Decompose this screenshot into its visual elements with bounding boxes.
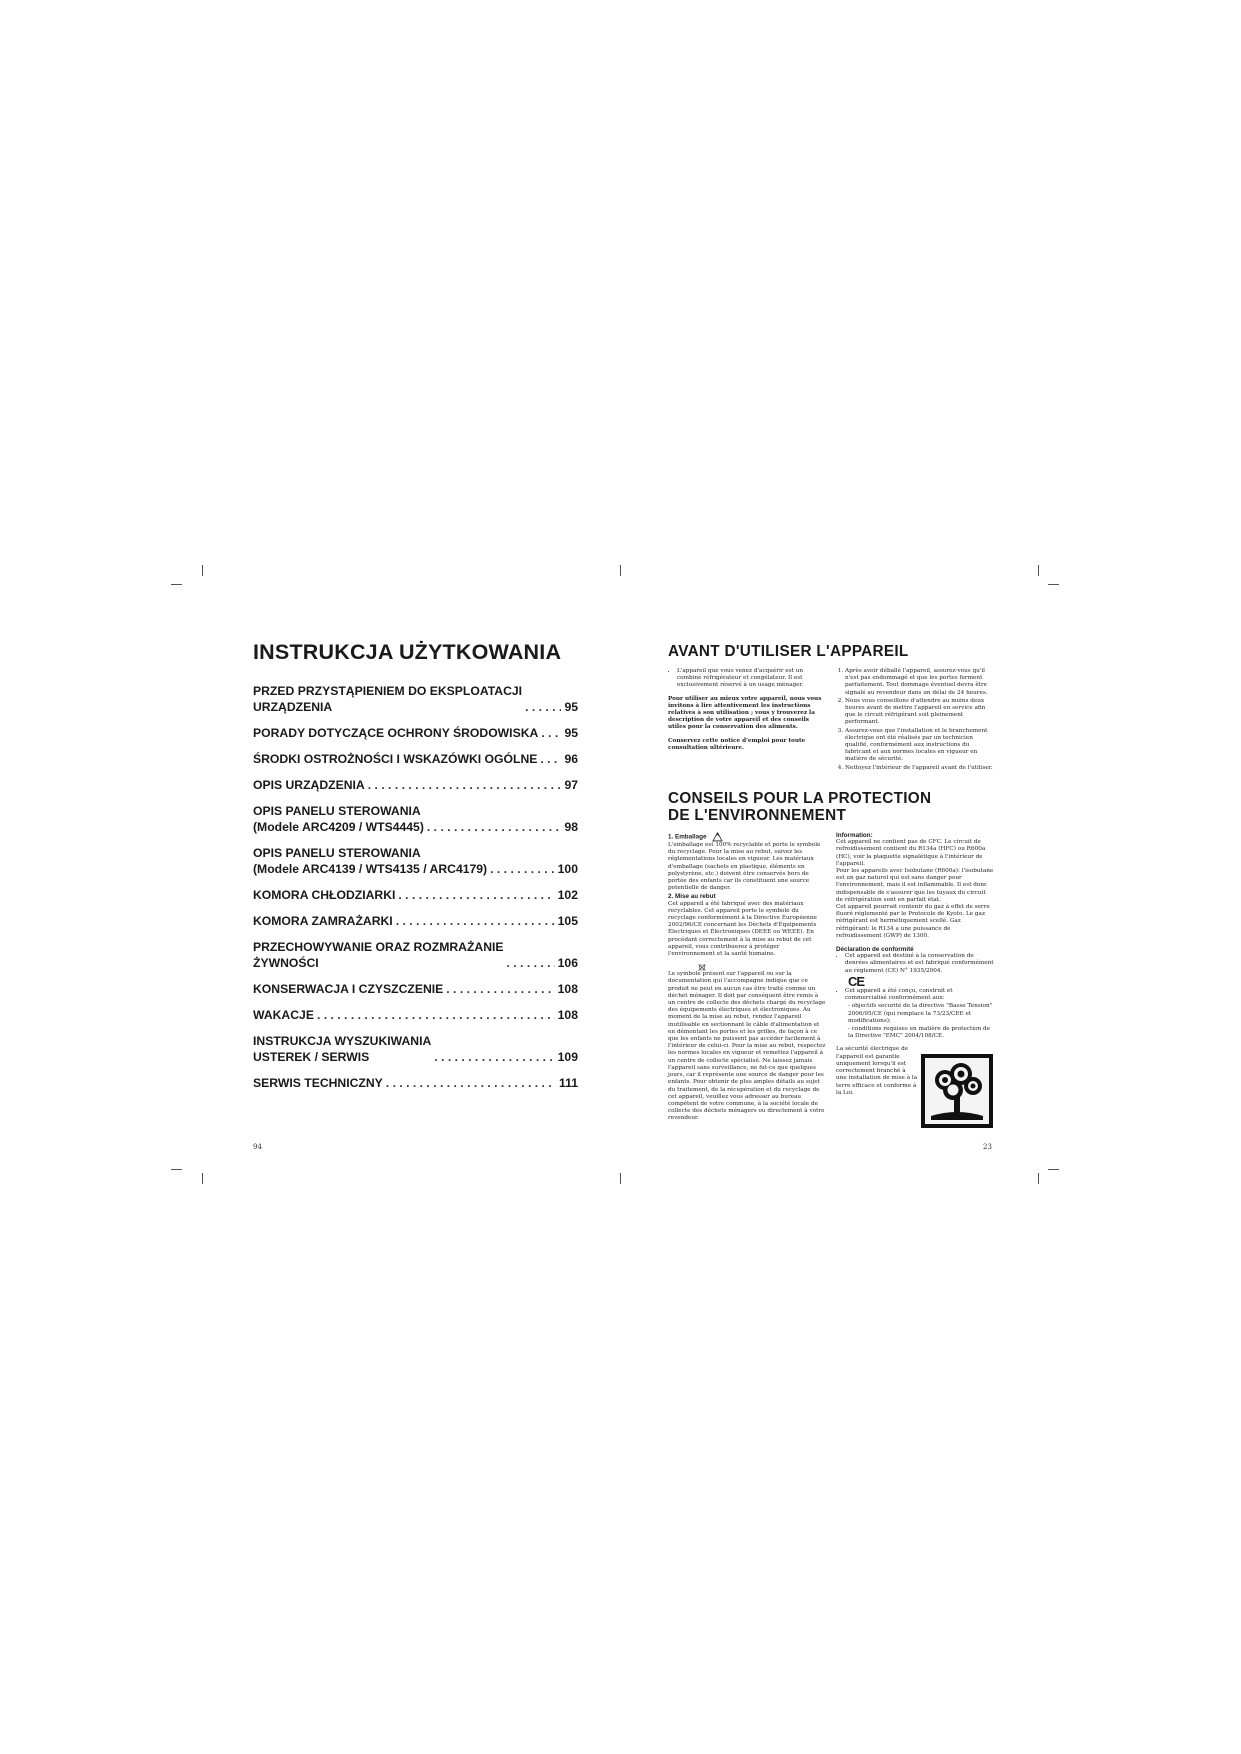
tree-illustration <box>921 1054 993 1128</box>
toc-entry-title: KONSERWACJA I CZYSZCZENIE <box>253 982 444 996</box>
toc-entry <box>253 1033 578 1065</box>
toc-entry-title: KOMORA CHŁODZIARKI <box>253 888 396 902</box>
toc-entry-title: INSTRUKCJA WYSZUKIWANIA USTEREK / SERWIS <box>253 1034 432 1064</box>
toc-entry-page: 97 <box>564 778 578 792</box>
dash-glyph: - <box>848 1026 852 1033</box>
toc-entry-page: 96 <box>564 752 578 766</box>
column-left <box>668 832 826 1129</box>
heading-line: CONSEILS POUR LA PROTECTION <box>668 790 932 807</box>
list-item: 1. Après avoir déballé l'appareil, assurez-vous qu'il n'est pas endommagé et que les portes ferment parfaitement. Tout dommage éventuel devra être signalé au revendeur dans un délai de 24 heures. <box>845 668 994 697</box>
subheading-information: Information: <box>836 832 873 839</box>
toc-entry-page: 98 <box>564 820 578 834</box>
toc-entry <box>253 913 578 929</box>
toc-entry-page: 109 <box>557 1050 578 1064</box>
crop-mark <box>202 1173 203 1184</box>
toc-entry-title: PORADY DOTYCZĄCE OCHRONY ŚRODOWISKA <box>253 726 539 740</box>
toc-leader-dots <box>490 861 555 877</box>
heading-line: DE L'ENVIRONNEMENT <box>668 807 847 824</box>
crop-mark <box>1048 1169 1059 1170</box>
paragraph-bold: Pour utiliser au mieux votre appareil, nous vous invitons à lire attentivement les instructions relatives à son utilisation ; vous y trouverez la description de votre appareil et des conseils utiles pour la conservation des aliments. <box>668 695 822 731</box>
heading-environnement <box>668 790 994 824</box>
paragraph: Cet appareil pourrait contenir du gaz à effet de serre fluoré réglementé par le Protocole de Kyoto. Le gaz réfrigérant est hermétiquement scellé. Gaz réfrigérant: le R134 a une puissance de refroidissement (GWP) de 1300. <box>836 904 990 939</box>
list-item: • Cet appareil est destiné à la conservation de denrées alimentaires et est fabriqué conformément au règlement (CE) N° 1935/2004. <box>845 953 994 975</box>
toc-entry-title: KOMORA ZAMRAŻARKI <box>253 914 393 928</box>
list-item: 3. Assurez-vous que l'installation et le branchement électrique ont été réalisés par un technicien qualifié, conformément aux instructions du fabricant et aux normes locales en vigueur en matière de sécurité. <box>845 728 994 764</box>
heading-avant-utiliser: AVANT D'UTILISER L'APPAREIL <box>668 643 909 660</box>
toc-leader-dots <box>507 955 555 971</box>
subheading-mise-au-rebut: 2. Mise au rebut <box>668 893 716 901</box>
paragraph: L'emballage est 100% recyclable et porte le symbole du recyclage. Pour la mise au rebut, suivez les réglementations locales en vigueur. Les matériaux d'emballage (sachets en plastique, éléments en polystyrène, etc.) doivent être conservés hors de portée des enfants car ils constituent une source potentielle de danger. <box>668 842 821 892</box>
crop-mark <box>1038 565 1039 576</box>
paragraph: Le symbole présent sur l'appareil ou sur la documentation qui l'accompagne indique que ce produit ne peut en aucun cas être traité comme un déchet ménager. Il doit par conséquent être remis à un centre de collecte des déchets chargé du recyclage des équipements électriques et électroniques. Au moment de la mise au rebut, rendez l'appareil inutilisable en sectionnant le câble d'alimentation et en démontant les portes et les grilles, de façon à ce que les enfants ne puissent pas accéder facilement à l'intérieur de celui-ci. Pour la mise au rebut, respectez les normes locales en vigueur et remettez l'appareil à un centre de collecte spécialisé. Ne laissez jamais l'appareil sans surveillance, ne fut-ce que quelques jours, car il représente une source de danger pour les enfants. Pour obtenir de plus amples détails au sujet du traitement, de la récupération et du recyclage de cet appareil, veuillez vous adresser au bureau compétent de votre commune, à la société locale de collecte des déchets ménagers ou directement à votre revendeur. <box>668 971 826 1122</box>
list-item: • Cet appareil a été conçu, construit et commercialisé conformément aux: <box>845 988 994 1002</box>
toc-leader-dots <box>525 699 561 715</box>
paragraph-bold: Conservez cette notice d'emploi pour toute consultation ultérieure. <box>668 737 806 751</box>
crop-mark <box>620 565 621 576</box>
toc-leader-dots <box>386 1075 556 1091</box>
dash-list-item <box>848 1026 994 1040</box>
paragraph: Cet appareil a été fabriqué avec des matériaux recyclables. Cet appareil porte le symbole du recyclage conformément à la Directive Européenne 2002/96/CE concernant les Déchets d'Équipements Électriques et Électroniques (DEEE ou WEEE). En procédant correctement à la mise au rebut de cet appareil, vous contribuerez à protéger l'environnement et la santé humaine. <box>668 900 817 958</box>
list-item: • L'appareil que vous venez d'acquérir est un combiné réfrigérateur et congélateur. Il est exclusivement réservé à un usage ménager. <box>677 668 826 690</box>
toc-entry <box>253 887 578 903</box>
toc-entry-title: OPIS PANELU STEROWANIA (Modele ARC4139 / WTS4135 / ARC4179) <box>253 846 488 876</box>
toc-entry-title: OPIS URZĄDZENIA <box>253 778 365 792</box>
paragraph: La sécurité électrique de l'appareil est garantie uniquement lorsqu'il est correctement branché à une installation de mise à la terre efficace et conforme à la Loi. <box>836 1046 918 1096</box>
toc-leader-dots <box>434 1049 554 1065</box>
dash-list-text: conditions requises en matière de protection de la Directive "EMC" 2004/108/CE. <box>848 1026 991 1040</box>
dash-list-text: objectifs securité de la directive "Basse Tension" 2006/95/CE (qui remplace la 73/23/CEE et modifications); <box>848 1003 993 1024</box>
toc-entry-page: 102 <box>557 888 578 902</box>
toc-entry-page: 108 <box>557 1008 578 1022</box>
toc-entry-title: OPIS PANELU STEROWANIA (Modele ARC4209 / WTS4445) <box>253 804 424 834</box>
dash-glyph: - <box>848 1003 852 1010</box>
toc-entry <box>253 1007 578 1023</box>
toc-title: INSTRUKCJA UŻYTKOWANIA <box>253 640 562 664</box>
toc-entry <box>253 981 578 997</box>
crop-mark <box>202 565 203 576</box>
toc-entry-page: 95 <box>564 700 578 714</box>
list-item: 4. Nettoyez l'intérieur de l'appareil avant de l'utiliser. <box>845 765 994 772</box>
toc-entry-title: SERWIS TECHNICZNY <box>253 1076 383 1090</box>
toc-entry <box>253 1075 578 1091</box>
section-avant-utiliser <box>668 643 994 776</box>
toc-entry-title: WAKACJE <box>253 1008 314 1022</box>
toc-entry <box>253 725 578 741</box>
crop-mark <box>171 1169 182 1170</box>
toc-entry <box>253 751 578 767</box>
crop-mark <box>171 584 182 585</box>
paragraph: Cet appareil ne contient pas de CFC. Le circuit de refroidissement contient du R134a (HFC) ou R600a (HC), voir la plaquette signalétique à l'intérieur de l'appareil. <box>836 839 986 867</box>
toc-entry-title: PRZED PRZYSTĄPIENIEM DO EKSPLOATACJI URZĄDZENIA <box>253 684 523 714</box>
toc-entry <box>253 777 578 793</box>
toc-entry <box>253 845 578 877</box>
toc-entry-page: 100 <box>557 862 578 876</box>
toc-entry <box>253 683 578 715</box>
numbered-list <box>836 668 994 772</box>
toc-entry-page: 108 <box>557 982 578 996</box>
crop-mark <box>620 1173 621 1184</box>
crop-mark <box>1048 584 1059 585</box>
dash-list-item <box>848 1003 994 1025</box>
page-number-right: 23 <box>983 1143 992 1151</box>
table-of-contents <box>253 640 578 1101</box>
toc-entry <box>253 803 578 835</box>
crop-mark <box>1038 1173 1039 1184</box>
page-number-left: 94 <box>253 1143 262 1151</box>
toc-entry-page: 105 <box>557 914 578 928</box>
toc-entry-page: 111 <box>559 1076 578 1090</box>
column-left <box>668 668 826 776</box>
toc-leader-dots <box>446 981 554 997</box>
subheading-text: 1. Emballage <box>668 833 707 841</box>
toc-leader-dots <box>541 725 561 741</box>
toc-entry <box>253 939 578 971</box>
toc-leader-dots <box>317 1007 555 1023</box>
subheading-declaration: Déclaration de conformité <box>836 946 914 954</box>
dash-list <box>836 1003 994 1040</box>
toc-leader-dots <box>540 751 561 767</box>
list-item: 2. Nous vous conseillons d'attendre au moins deux heures avant de mettre l'appareil en service afin que le circuit réfrigérant soit pleinement performant. <box>845 698 994 727</box>
paragraph: Pour les appareils avec Isobutane (R600a): l'isobutane est un gaz naturel qui est sans danger pour l'environnement, mais il est inflammable. Il est donc indispensable de s'assurer que les tuyaux du circuit de réfrigération sont en parfait état. <box>836 868 994 903</box>
toc-leader-dots <box>398 887 554 903</box>
toc-entry-page: 106 <box>557 956 578 970</box>
ce-mark: CE <box>848 973 865 989</box>
toc-list <box>253 683 578 1091</box>
column-right <box>836 668 994 776</box>
toc-leader-dots <box>368 777 562 793</box>
recycle-icon <box>712 832 723 842</box>
toc-entry-title: ŚRODKI OSTROŻNOŚCI I WSKAZÓWKI OGÓLNE <box>253 752 538 766</box>
subheading-emballage <box>668 832 826 842</box>
toc-entry-title: PRZECHOWYWANIE ORAZ ROZMRAŻANIE ŻYWNOŚCI <box>253 940 504 970</box>
toc-leader-dots <box>427 819 562 835</box>
toc-entry-page: 95 <box>564 726 578 740</box>
toc-leader-dots <box>396 913 555 929</box>
